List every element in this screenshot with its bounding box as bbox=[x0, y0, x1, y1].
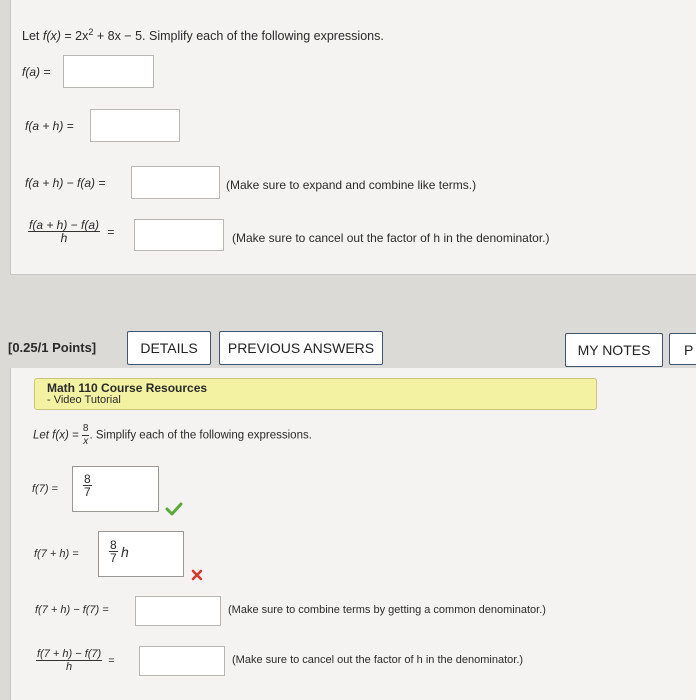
p2-row3-note: (Make sure to combine terms by getting a common denominator.) bbox=[228, 604, 546, 616]
correct-check-icon bbox=[165, 502, 183, 516]
problem-2-intro bbox=[33, 423, 312, 448]
intro-prefix: Let bbox=[22, 29, 43, 44]
p2-row4-note: (Make sure to cancel out the factor of h in the denominator.) bbox=[232, 654, 524, 666]
points-label: [0.25/1 Points] bbox=[8, 340, 97, 355]
p1-quotient-denominator: h bbox=[60, 231, 68, 245]
p2-f7-denominator: 7 bbox=[84, 485, 91, 499]
video-tutorial-link[interactable]: - Video Tutorial bbox=[47, 394, 121, 406]
intro2-rest: . Simplify each of the following expressions. bbox=[89, 429, 312, 442]
p2-row3-label: f(7 + h) − f(7) = bbox=[35, 604, 109, 616]
p1-row1-label: f(a) = bbox=[22, 65, 51, 79]
p2-f7-numerator: 8 bbox=[84, 472, 91, 486]
p1-fa-input[interactable] bbox=[63, 55, 154, 88]
intro2-numerator: 8 bbox=[82, 423, 89, 434]
p2-f7-answer[interactable] bbox=[72, 466, 159, 512]
p2-f7h-variable: h bbox=[121, 544, 129, 560]
p2-quotient-input[interactable] bbox=[139, 646, 225, 676]
resources-title: Math 110 Course Resources bbox=[47, 381, 208, 395]
p2-row2-label: f(7 + h) = bbox=[34, 548, 79, 560]
p2-quotient-denominator: h bbox=[66, 661, 73, 673]
intro2-prefix: Let f(x) = bbox=[33, 429, 82, 442]
p1-row3-note: (Make sure to expand and combine like terms.) bbox=[226, 178, 477, 192]
p2-quotient-fraction bbox=[36, 648, 102, 673]
p2-f7h-fraction bbox=[109, 539, 118, 564]
p1-difference-quotient bbox=[28, 219, 114, 244]
practice-another-button[interactable]: P bbox=[669, 333, 696, 365]
course-resources-box bbox=[34, 378, 597, 410]
intro2-denominator: x bbox=[83, 436, 89, 447]
intro-fx: f(x) bbox=[42, 29, 61, 44]
p2-f7h-denominator: 7 bbox=[110, 551, 117, 565]
p1-quotient-equals: = bbox=[107, 224, 115, 239]
p2-quotient-equals: = bbox=[108, 654, 115, 667]
my-notes-button[interactable]: MY NOTES bbox=[565, 333, 663, 367]
details-button[interactable]: DETAILS bbox=[127, 331, 211, 365]
p2-difference-quotient bbox=[36, 648, 115, 673]
p2-difference-input[interactable] bbox=[135, 596, 221, 626]
p1-quotient-fraction bbox=[28, 219, 100, 244]
problem-1-intro bbox=[22, 27, 384, 43]
p1-quotient-numerator: f(a + h) − f(a) bbox=[29, 218, 100, 232]
p1-row4-note: (Make sure to cancel out the factor of h in the denominator.) bbox=[232, 231, 550, 245]
intro-exponent: 2 bbox=[88, 27, 94, 37]
p2-f7-fraction bbox=[83, 473, 92, 498]
p1-difference-input[interactable] bbox=[131, 166, 220, 199]
intro-eq: = 2x bbox=[60, 29, 89, 44]
p2-f7h-numerator: 8 bbox=[110, 538, 117, 552]
p2-f7h-answer[interactable] bbox=[98, 531, 184, 577]
intro-rest: + 8x − 5. Simplify each of the following expressions. bbox=[93, 29, 384, 44]
p2-quotient-numerator: f(7 + h) − f(7) bbox=[37, 648, 102, 660]
previous-answers-button[interactable]: PREVIOUS ANSWERS bbox=[219, 331, 383, 365]
p1-fah-input[interactable] bbox=[90, 109, 180, 142]
p1-row2-label: f(a + h) = bbox=[25, 119, 74, 133]
p1-quotient-input[interactable] bbox=[134, 219, 224, 251]
incorrect-x-icon bbox=[190, 568, 204, 582]
p1-row3-label: f(a + h) − f(a) = bbox=[25, 176, 106, 190]
p2-row1-label: f(7) = bbox=[32, 483, 58, 495]
